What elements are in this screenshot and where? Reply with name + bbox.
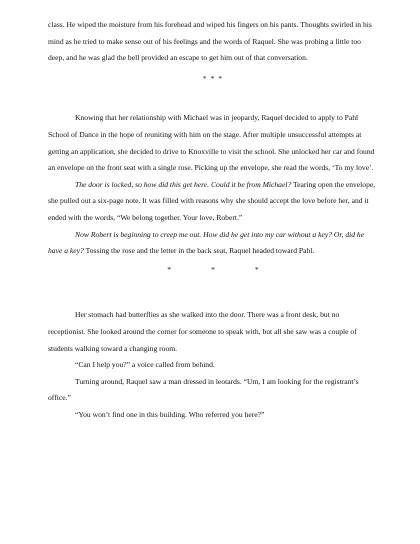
paragraph-7: Turning around, Raquel saw a man dressed in leotards. “Um, I am looking for the registrant’s office.” bbox=[48, 376, 359, 403]
paragraph-6: “Can I help you?” a voice called from behind. bbox=[75, 360, 215, 370]
section-separator-1: * * * bbox=[202, 73, 224, 83]
paragraph-2: Knowing that her relationship with Michael was in jeopardy, Raquel decided to apply to Pahl School of Dance in the hope of reuniting with him on the stage. After multiple unsuccessful attempts at getting an application, she decided to drive to Knoxville to visit the school. She unlocked her car and found an envelope on the front seat with a single rose. Picking up the envelope, she read the words, ‘To my love’. bbox=[48, 113, 375, 173]
paragraph-3-thought: The door is locked, so how did this get here. Could it be from Michael? bbox=[75, 179, 292, 189]
separator-star: * bbox=[254, 264, 259, 274]
paragraph-4-text: Tossing the rose and the letter in the back seat, Raquel headed toward Pahl. bbox=[83, 246, 315, 256]
document-page bbox=[48, 17, 378, 423]
paragraph-4-thought: Now Robert is beginning to creep me out. How did he get into my car without a key? Or, did he have a key? bbox=[48, 229, 365, 256]
paragraph-4 bbox=[48, 227, 378, 260]
separator-star: * bbox=[167, 264, 172, 274]
paragraph-8: “You won’t find one in this building. Who referred you here?” bbox=[75, 409, 265, 419]
section-separator-2 bbox=[48, 262, 378, 279]
separator-star: * bbox=[211, 264, 215, 274]
paragraph-3 bbox=[48, 177, 378, 227]
paragraph-3-text: Tearing open the envelope, she pulled out a six-page note. It was filled with reasons why she should accept the love before her, and it ended with the words, “We belong together. Your love, Robert.” bbox=[48, 179, 376, 222]
paragraph-1: class. He wiped the moisture from his forehead and wiped his fingers on his pants. Thoughts swirled in his mind as he tried to make sense out of his feelings and the words of Raquel. She was probing a little too deep, and he was glad the bell provided an escape to get him out of that conversation. bbox=[48, 20, 372, 63]
paragraph-5: Her stomach had butterflies as she walked into the door. There was a front desk, but no receptionist. She looked around the corner for someone to speak with, but all she saw was a couple of students walking toward a changing room. bbox=[48, 310, 357, 353]
